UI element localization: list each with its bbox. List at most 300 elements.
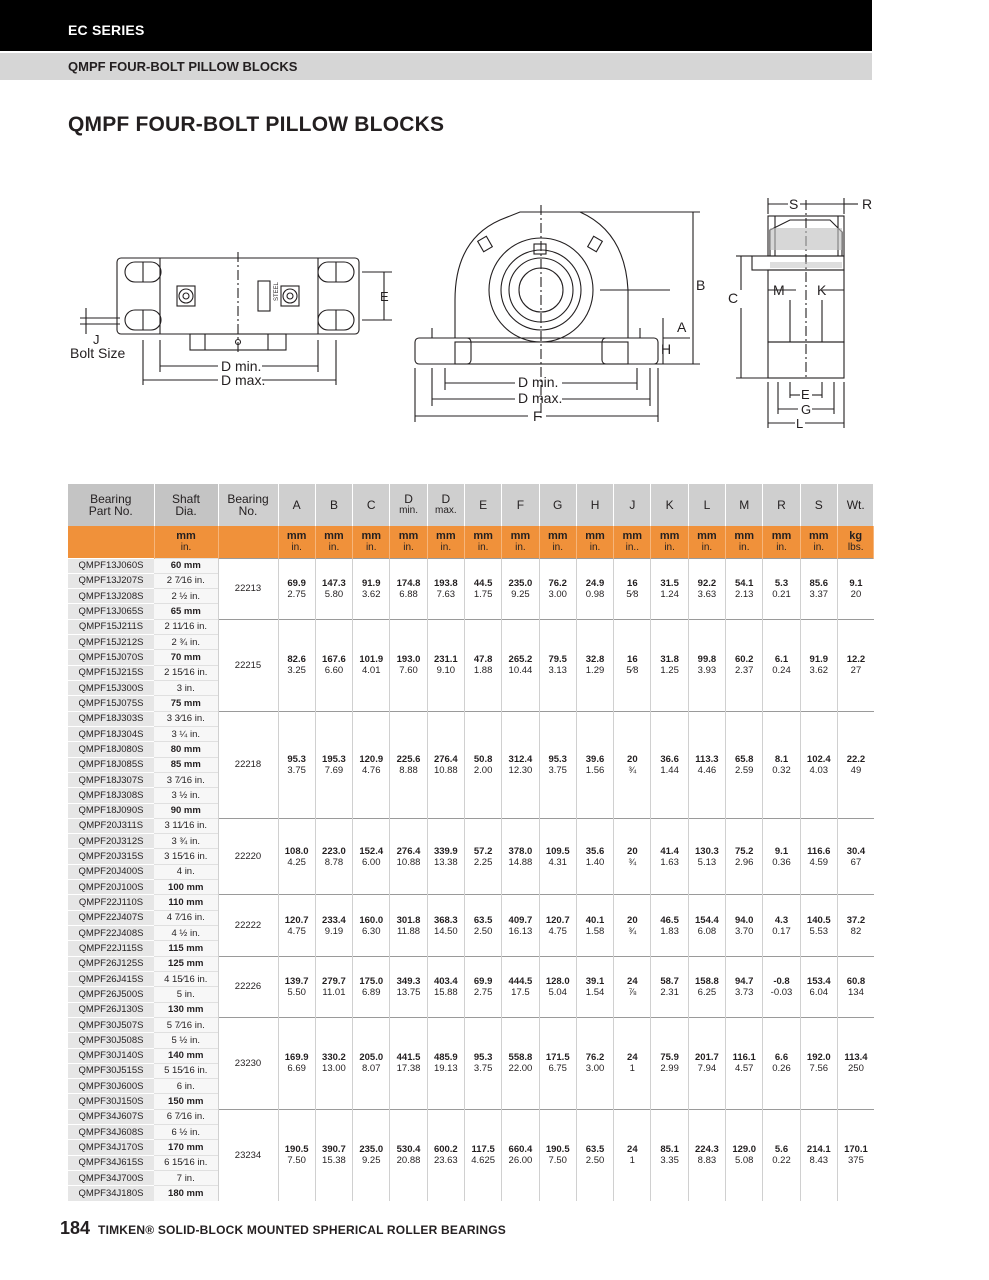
unit-metric: mm	[585, 529, 605, 542]
dimension-cell	[390, 818, 427, 895]
dimension-metric: 63.5	[473, 914, 493, 926]
column-header	[539, 484, 576, 526]
dimension-cell	[278, 619, 315, 711]
shaft-dia-cell: 3 3⁄16 in.	[154, 711, 218, 726]
dimension-metric: 94.7	[734, 975, 754, 987]
dimension-metric: 108.0	[284, 845, 309, 857]
dimension-metric: 113.3	[695, 753, 719, 765]
dimension-imperial: 5.13	[697, 856, 717, 868]
dimension-imperial: 0.24	[772, 665, 791, 677]
dimension-cell	[390, 895, 427, 956]
units-cell	[315, 526, 352, 558]
dimension-imperial: 3.25	[287, 665, 306, 677]
dim-label-dmin-front: D min.	[518, 374, 559, 390]
dimension-imperial: 0.26	[772, 1063, 791, 1075]
dim-label-k: K	[817, 282, 827, 298]
units-cell	[390, 526, 427, 558]
dimension-imperial: 2.96	[734, 856, 754, 868]
dim-label-c: C	[728, 290, 739, 306]
bearing-no-cell: 23230	[218, 1017, 278, 1109]
dimension-metric: 63.5	[585, 1144, 605, 1156]
part-number-cell: QMPF18J080S	[68, 742, 154, 757]
units-cell	[763, 526, 800, 558]
dimension-cell	[576, 956, 613, 1017]
dimension-metric: 276.4	[396, 845, 421, 857]
dimension-metric: 129.0	[732, 1144, 757, 1156]
dimension-cell	[763, 619, 800, 711]
dimension-cell	[800, 619, 837, 711]
dimension-cell	[315, 818, 352, 895]
column-header	[68, 484, 154, 526]
dimension-metric: 95.3	[473, 1052, 493, 1064]
dimension-imperial: 3.70	[734, 925, 754, 937]
dimension-metric: 214.1	[806, 1144, 831, 1156]
part-number-cell: QMPF34J700S	[68, 1171, 154, 1186]
dimension-imperial: 27	[850, 665, 862, 677]
dimension-imperial: 6.25	[697, 986, 717, 998]
dimension-cell	[800, 895, 837, 956]
dimension-imperial: 375	[848, 1155, 864, 1167]
dimension-cell	[502, 619, 539, 711]
unit-imperial: in.	[180, 541, 192, 553]
dimension-metric: 265.2	[508, 654, 533, 666]
dimension-imperial: 3.73	[734, 986, 754, 998]
dimension-imperial: 7.60	[399, 665, 418, 677]
column-header	[576, 484, 613, 526]
dimension-metric: 24.9	[585, 577, 605, 589]
dimension-imperial: 250	[848, 1063, 864, 1075]
dim-label-l: L	[796, 416, 804, 431]
dimension-metric: 279.7	[322, 975, 346, 987]
dimension-cell	[315, 956, 352, 1017]
dimension-cell	[800, 1109, 837, 1201]
dimension-cell	[763, 711, 800, 818]
dimension-imperial: 0.32	[772, 764, 791, 776]
dimension-cell	[837, 1017, 874, 1109]
dimension-metric: 30.4	[846, 845, 866, 857]
dimension-cell	[502, 558, 539, 619]
dimension-metric: 147.3	[322, 577, 346, 589]
dimension-cell	[390, 1109, 427, 1201]
dimension-metric: 75.9	[660, 1052, 679, 1064]
shaft-dia-cell: 3 11⁄16 in.	[154, 818, 218, 833]
shaft-dia-cell: 3 7⁄16 in.	[154, 772, 218, 787]
part-number-cell: QMPF26J500S	[68, 987, 154, 1002]
unit-metric: mm	[547, 529, 568, 542]
dim-label-dmin-top: D min.	[221, 358, 262, 374]
dimension-metric: 5.3	[774, 577, 789, 589]
dimension-cell	[688, 956, 725, 1017]
units-cell	[278, 526, 315, 558]
dimension-imperial: ⅞	[628, 986, 637, 998]
dimension-imperial: 2.25	[473, 856, 493, 868]
column-header-label: C	[366, 498, 376, 512]
column-header-label: D	[404, 492, 413, 506]
dimension-imperial: 0.21	[772, 588, 791, 600]
dim-label-dmax-top: D max.	[221, 372, 266, 388]
dimension-imperial: 11.88	[397, 925, 421, 937]
dimension-imperial: 12.30	[508, 764, 533, 776]
dimension-metric: 32.8	[585, 654, 605, 666]
page-footer	[60, 1218, 506, 1239]
dimension-metric: 116.6	[807, 845, 831, 857]
dimension-cell	[726, 895, 763, 956]
dimension-cell	[539, 1109, 576, 1201]
dimension-metric: 441.5	[396, 1052, 421, 1064]
part-number-cell: QMPF13J060S	[68, 558, 154, 573]
dimension-cell	[800, 1017, 837, 1109]
dimension-imperial: 6.75	[548, 1063, 567, 1075]
dimension-imperial: 20.88	[396, 1155, 421, 1167]
dimension-imperial: 0.98	[585, 588, 605, 600]
dimension-imperial: 5.50	[287, 986, 306, 998]
unit-metric: mm	[361, 529, 382, 542]
dimension-cell	[576, 558, 613, 619]
unit-imperial: in.	[589, 541, 601, 553]
part-number-cell: QMPF30J150S	[68, 1094, 154, 1109]
dimension-imperial: ¾	[628, 925, 637, 937]
dimension-metric: 24	[627, 1144, 638, 1156]
dimension-cell	[688, 818, 725, 895]
dimension-cell	[427, 1109, 464, 1201]
part-number-cell: QMPF18J307S	[68, 772, 154, 787]
dim-label-a: A	[677, 319, 687, 335]
unit-imperial: in.	[776, 541, 787, 553]
dimension-imperial: 4.75	[548, 925, 567, 937]
shaft-dia-cell: 2 15⁄16 in.	[154, 665, 218, 680]
dimension-metric: 235.0	[359, 1144, 384, 1156]
dimension-cell	[800, 956, 837, 1017]
dimension-imperial: 6.00	[361, 856, 381, 868]
dimension-imperial: 16.13	[508, 925, 533, 937]
dimension-cell	[726, 619, 763, 711]
dimension-cell	[427, 711, 464, 818]
dimension-metric: 9.1	[849, 577, 863, 589]
dimension-metric: 92.2	[697, 577, 717, 589]
units-cell-empty	[218, 526, 278, 558]
unit-metric: mm	[809, 529, 829, 542]
dimension-metric: 193.8	[433, 577, 458, 589]
dimension-metric: 120.7	[545, 914, 570, 926]
unit-metric: mm	[697, 529, 717, 542]
dimension-metric: -0.8	[773, 975, 790, 987]
dimension-imperial: 2.13	[734, 588, 754, 600]
dimension-imperial: 8.43	[809, 1155, 829, 1167]
dimension-metric: 140.5	[806, 914, 831, 926]
column-header-label: Shaft Dia.	[171, 492, 201, 518]
unit-imperial: lbs.	[847, 541, 864, 553]
dimension-metric: 117.5	[471, 1144, 495, 1156]
dimension-cell	[502, 1109, 539, 1201]
dimension-metric: 24	[627, 975, 638, 987]
dimension-metric: 409.7	[508, 914, 533, 926]
dimension-metric: 403.4	[433, 975, 458, 987]
dimension-cell	[427, 619, 464, 711]
dimension-metric: 170.1	[844, 1144, 868, 1156]
column-header-label: K	[665, 498, 674, 512]
table-row	[68, 818, 874, 833]
dimension-imperial: 1.44	[660, 764, 679, 776]
dimension-cell	[651, 895, 688, 956]
dimension-cell	[315, 895, 352, 956]
dimension-metric: 171.5	[545, 1052, 570, 1064]
dimension-imperial: 6.60	[324, 665, 344, 677]
column-header-sub: max.	[435, 505, 457, 516]
dimension-cell	[427, 956, 464, 1017]
shaft-dia-cell: 80 mm	[154, 742, 218, 757]
dimension-cell	[651, 558, 688, 619]
column-header	[218, 484, 278, 526]
dimension-imperial: 8.88	[399, 764, 418, 776]
dimension-metric: 36.6	[660, 753, 679, 765]
unit-imperial: in.	[477, 541, 489, 553]
units-cell	[651, 526, 688, 558]
dimension-imperial: 15.88	[433, 986, 458, 998]
shaft-dia-cell: 85 mm	[154, 757, 218, 772]
column-header-label: Bearing No.	[227, 492, 269, 518]
dimension-metric: 378.0	[508, 845, 533, 857]
dimension-cell	[800, 711, 837, 818]
dimension-metric: 76.2	[585, 1052, 605, 1064]
dimension-metric: 58.7	[660, 975, 679, 987]
dimension-imperial: 1.29	[585, 665, 605, 677]
column-header	[353, 484, 390, 526]
column-header	[688, 484, 725, 526]
dimension-imperial: 1.58	[585, 925, 605, 937]
bearing-no-cell: 22213	[218, 558, 278, 619]
unit-metric: mm	[176, 529, 196, 542]
dimension-imperial: 9.25	[361, 1155, 381, 1167]
unit-metric: mm	[771, 529, 792, 542]
dimension-imperial: 3.93	[697, 665, 717, 677]
dimension-cell	[502, 956, 539, 1017]
dimension-metric: 102.4	[806, 753, 831, 765]
dimension-imperial: 6.89	[361, 986, 381, 998]
dimension-metric: 39.6	[585, 753, 605, 765]
dimension-imperial: 1.83	[660, 925, 679, 937]
dimension-imperial: 9.10	[436, 665, 456, 677]
bearing-group	[68, 895, 874, 956]
column-header	[502, 484, 539, 526]
column-header-label: E	[479, 498, 488, 512]
part-number-cell: QMPF18J303S	[68, 711, 154, 726]
shaft-dia-cell: 90 mm	[154, 803, 218, 818]
dimension-cell	[390, 1017, 427, 1109]
unit-metric: mm	[324, 529, 344, 542]
dimension-imperial: 3.75	[473, 1063, 493, 1075]
dimension-imperial: 13.75	[396, 986, 421, 998]
unit-imperial: in.	[365, 541, 377, 553]
dimension-cell	[726, 818, 763, 895]
dim-label-r: R	[862, 196, 873, 212]
part-number-cell: QMPF22J110S	[68, 895, 154, 910]
shaft-dia-cell: 3 in.	[154, 681, 218, 696]
dim-label-e: E	[380, 289, 389, 304]
dimension-imperial: 1.75	[473, 588, 493, 600]
units-cell	[464, 526, 501, 558]
dimension-metric: 12.2	[846, 654, 866, 666]
shaft-dia-cell: 4 in.	[154, 864, 218, 879]
shaft-dia-cell: 5 15⁄16 in.	[154, 1063, 218, 1078]
dimension-metric: 60.8	[846, 975, 866, 987]
unit-imperial: in.	[440, 541, 452, 553]
bearing-no-cell: 22226	[218, 956, 278, 1017]
units-cell	[353, 526, 390, 558]
dimension-imperial: 11.01	[322, 986, 346, 998]
dimension-imperial: 3.75	[287, 764, 306, 776]
page-title: QMPF FOUR-BOLT PILLOW BLOCKS	[68, 113, 445, 136]
dimension-cell	[800, 558, 837, 619]
dimension-metric: 312.4	[508, 753, 533, 765]
dimension-metric: 85.1	[660, 1144, 679, 1156]
dimension-imperial: 4.57	[734, 1063, 754, 1075]
dimension-cell	[651, 619, 688, 711]
dimension-metric: 174.8	[396, 577, 421, 589]
dimension-cell	[464, 558, 501, 619]
dimension-metric: 116.1	[732, 1052, 756, 1064]
dimension-metric: 558.8	[508, 1052, 533, 1064]
column-header-label: Wt.	[846, 498, 865, 512]
dimension-cell	[763, 818, 800, 895]
dimension-metric: 444.5	[508, 975, 533, 987]
dimension-metric: 46.5	[660, 914, 679, 926]
dimension-metric: 660.4	[508, 1144, 533, 1156]
dimension-cell	[726, 711, 763, 818]
unit-imperial: in.	[403, 541, 414, 553]
dimension-metric: 16	[627, 654, 638, 666]
dimension-cell	[390, 956, 427, 1017]
unit-imperial: in.	[515, 541, 526, 553]
units-cell	[726, 526, 763, 558]
dimension-cell	[651, 1109, 688, 1201]
dimension-imperial: 14.50	[433, 925, 458, 937]
dimension-cell	[502, 711, 539, 818]
dimension-imperial: 6.08	[697, 925, 717, 937]
dimension-cell	[576, 818, 613, 895]
dimension-metric: 91.9	[361, 577, 381, 589]
dimension-metric: 152.4	[359, 845, 384, 857]
dim-label-s: S	[789, 196, 799, 212]
unit-metric: mm	[510, 529, 531, 542]
dimension-imperial: 4.76	[361, 764, 381, 776]
dimension-metric: 22.2	[846, 753, 866, 765]
dimension-cell	[763, 1109, 800, 1201]
unit-imperial: in.	[664, 541, 675, 553]
table-row	[68, 558, 874, 573]
dimension-metric: 339.9	[433, 845, 458, 857]
dimension-cell	[614, 711, 651, 818]
dimension-cell	[464, 956, 501, 1017]
column-header	[837, 484, 874, 526]
dimension-metric: 69.9	[287, 577, 306, 589]
dimension-cell	[315, 619, 352, 711]
part-number-cell: QMPF26J125S	[68, 956, 154, 971]
dimension-metric: 76.2	[548, 577, 567, 589]
bearing-no-cell: 22220	[218, 818, 278, 895]
part-number-cell: QMPF13J065S	[68, 604, 154, 619]
dimension-metric: 158.8	[695, 975, 719, 987]
dimension-metric: 130.3	[695, 845, 719, 857]
dimension-imperial: 1.88	[473, 665, 493, 677]
column-header-label: M	[739, 498, 750, 512]
dimension-cell	[651, 818, 688, 895]
column-header	[315, 484, 352, 526]
dimension-metric: 231.1	[433, 654, 458, 666]
dimension-imperial: 2.59	[734, 764, 754, 776]
part-number-cell: QMPF20J311S	[68, 818, 154, 833]
dimension-metric: 54.1	[734, 577, 754, 589]
dimension-cell	[726, 1017, 763, 1109]
column-header	[278, 484, 315, 526]
column-header-label: D	[441, 492, 451, 506]
dimension-metric: 224.3	[695, 1144, 719, 1156]
column-header	[651, 484, 688, 526]
section-label: QMPF FOUR-BOLT PILLOW BLOCKS	[68, 59, 298, 74]
shaft-dia-cell: 3 ¼ in.	[154, 726, 218, 741]
shaft-dia-cell: 130 mm	[154, 1002, 218, 1017]
dimension-imperial: -0.03	[770, 986, 793, 998]
dimension-imperial: 3.62	[361, 588, 381, 600]
dimension-cell	[688, 558, 725, 619]
dimension-cell	[278, 956, 315, 1017]
technical-drawing	[0, 0, 989, 470]
dimension-metric: 31.8	[660, 654, 679, 666]
dimension-imperial: 3.00	[548, 588, 567, 600]
dimension-cell	[427, 895, 464, 956]
dimension-imperial: 2.31	[660, 986, 679, 998]
column-header	[427, 484, 464, 526]
dim-label-dmax-front: D max.	[518, 390, 563, 406]
dimension-cell	[353, 711, 390, 818]
dimension-imperial: 17.5	[511, 986, 530, 998]
dimension-cell	[837, 1109, 874, 1201]
part-number-cell: QMPF20J400S	[68, 864, 154, 879]
shaft-dia-cell: 5 7⁄16 in.	[154, 1017, 218, 1032]
series-label: EC SERIES	[68, 22, 145, 38]
dimension-imperial: 7.94	[697, 1063, 717, 1075]
dimension-imperial: 7.50	[548, 1155, 567, 1167]
dimension-cell	[390, 558, 427, 619]
part-number-cell: QMPF18J308S	[68, 788, 154, 803]
steel-marking: STEEL	[274, 281, 280, 301]
units-cell	[576, 526, 613, 558]
dimension-metric: 47.8	[473, 654, 493, 666]
units-cell	[614, 526, 651, 558]
dimension-metric: 169.9	[284, 1052, 309, 1064]
column-header	[726, 484, 763, 526]
dimension-imperial: 15.38	[322, 1155, 346, 1167]
part-number-cell: QMPF15J070S	[68, 650, 154, 665]
dim-label-f: F	[533, 408, 542, 424]
dimension-cell	[837, 558, 874, 619]
dimension-metric: 192.0	[806, 1052, 831, 1064]
dimension-imperial: 2.75	[287, 588, 306, 600]
column-header-label: Bearing Part No.	[88, 492, 133, 518]
dimension-metric: 600.2	[433, 1144, 458, 1156]
dimension-cell	[315, 711, 352, 818]
dimension-metric: 41.4	[660, 845, 679, 857]
shaft-dia-cell: 115 mm	[154, 941, 218, 956]
part-number-cell: QMPF20J100S	[68, 880, 154, 895]
dimension-cell	[539, 558, 576, 619]
dimension-imperial: 19.13	[433, 1063, 458, 1075]
shaft-dia-cell: 170 mm	[154, 1140, 218, 1155]
dimension-metric: 6.1	[774, 654, 789, 666]
dimension-metric: 223.0	[322, 845, 346, 857]
bearing-group	[68, 818, 874, 895]
dimension-imperial: 10.44	[508, 665, 533, 677]
dimension-metric: 85.6	[809, 577, 829, 589]
